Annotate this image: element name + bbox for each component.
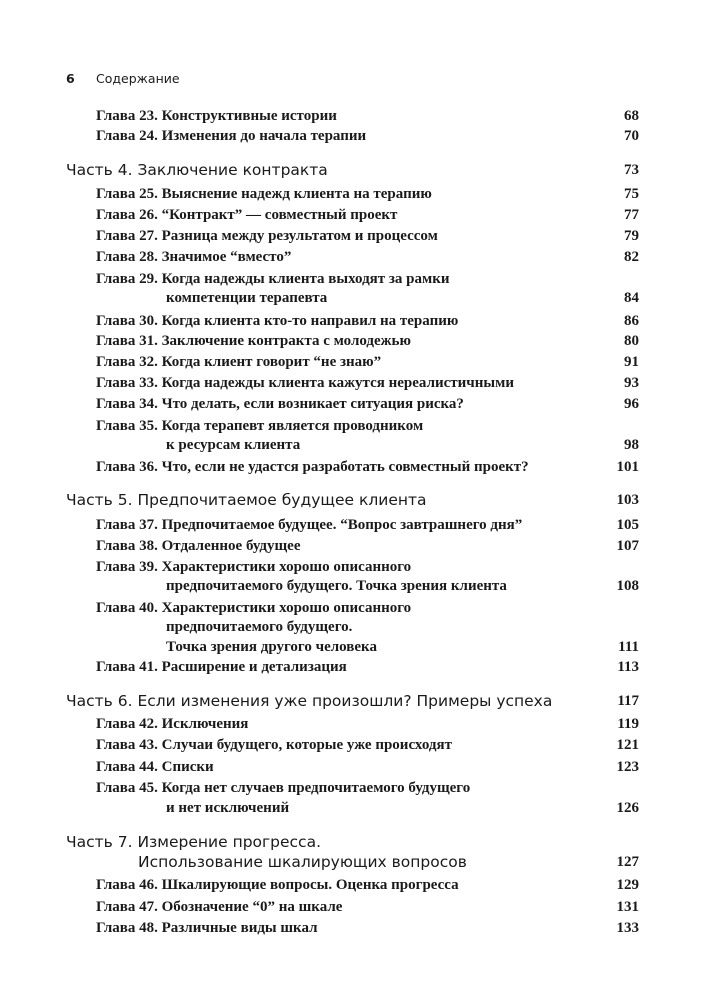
chapter-title: Глава 42. Исключения	[96, 716, 249, 732]
chapter-title: Глава 23. Конструктивные истории	[96, 108, 337, 124]
page-ref: 70	[624, 128, 639, 144]
toc-chapter-entry	[0, 457, 703, 478]
chapter-title: Глава 32. Когда клиент говорит “не знаю”	[96, 354, 382, 370]
toc-part-entry	[0, 690, 703, 712]
chapter-title: Глава 34. Что делать, если возникает ситуация риска?	[96, 396, 464, 412]
toc-chapter-entry	[0, 416, 703, 437]
toc-chapter-entry	[0, 778, 703, 799]
chapter-title: Глава 38. Отдаленное будущее	[96, 538, 301, 554]
chapter-title: Глава 46. Шкалирующие вопросы. Оценка прогресса	[96, 877, 459, 893]
toc-chapter-entry	[0, 126, 703, 147]
chapter-title: и нет исключений	[166, 800, 290, 816]
part-title: Часть 4. Заключение контракта	[66, 161, 328, 179]
page-ref: 86	[624, 313, 639, 329]
page-ref: 117	[617, 693, 639, 709]
page-ref: 93	[624, 375, 639, 391]
toc-chapter-entry	[0, 714, 703, 735]
page-ref: 73	[624, 162, 639, 178]
toc-chapter-entry	[0, 576, 703, 597]
toc-chapter-entry	[0, 918, 703, 939]
page-ref: 82	[624, 249, 639, 265]
toc-chapter-entry	[0, 757, 703, 778]
page-ref: 111	[618, 639, 639, 655]
page-ref: 77	[624, 207, 639, 223]
part-title: Часть 7. Измерение прогресса.	[66, 833, 322, 851]
chapter-title: Глава 26. “Контракт” — совместный проект	[96, 207, 398, 223]
page-ref: 113	[617, 659, 639, 675]
toc-chapter-entry	[0, 798, 703, 819]
chapter-title: Глава 35. Когда терапевт является проводником	[96, 418, 424, 434]
chapter-title: Глава 45. Когда нет случаев предпочитаемого будущего	[96, 780, 471, 796]
toc-chapter-entry	[0, 352, 703, 373]
page-ref: 119	[617, 716, 639, 732]
toc-chapter-entry	[0, 373, 703, 394]
toc-part-entry	[0, 159, 703, 181]
chapter-title: Глава 30. Когда клиента кто-то направил на терапию	[96, 313, 459, 329]
page-ref: 91	[624, 354, 639, 370]
chapter-title: Глава 48. Различные виды шкал	[96, 920, 318, 936]
toc-chapter-entry	[0, 557, 703, 578]
toc-part-entry	[0, 489, 703, 511]
toc-chapter-entry	[0, 897, 703, 918]
toc-chapter-entry	[0, 311, 703, 332]
part-title: Использование шкалирующих вопросов	[138, 853, 467, 871]
page-ref: 75	[624, 186, 639, 202]
chapter-title: Глава 27. Разница между результатом и процессом	[96, 228, 438, 244]
toc-chapter-entry	[0, 598, 703, 619]
toc-part-entry	[0, 851, 703, 873]
chapter-title: предпочитаемого будущего.	[166, 619, 353, 635]
part-title: Часть 6. Если изменения уже произошли? Примеры успеха	[66, 692, 553, 710]
chapter-title: компетенции терапевта	[166, 290, 328, 306]
chapter-title: Глава 47. Обозначение “0” на шкале	[96, 899, 343, 915]
toc-chapter-entry	[0, 226, 703, 247]
chapter-title: Глава 40. Характеристики хорошо описанного	[96, 600, 412, 616]
chapter-title: Глава 44. Списки	[96, 759, 214, 775]
chapter-title: предпочитаемого будущего. Точка зрения клиента	[166, 578, 507, 594]
page-ref: 68	[624, 108, 639, 124]
page-ref: 79	[624, 228, 639, 244]
toc-chapter-entry	[0, 106, 703, 127]
page-ref: 80	[624, 333, 639, 349]
toc-chapter-entry	[0, 435, 703, 456]
page-ref: 108	[616, 578, 639, 594]
page-title: Содержание	[96, 70, 180, 86]
page-ref: 123	[616, 759, 639, 775]
toc-chapter-entry	[0, 657, 703, 678]
page-ref: 105	[616, 517, 639, 533]
toc-chapter-entry	[0, 331, 703, 352]
chapter-title: Глава 31. Заключение контракта с молодежью	[96, 333, 411, 349]
chapter-title: Глава 25. Выяснение надежд клиента на терапию	[96, 186, 432, 202]
page-ref: 107	[616, 538, 639, 554]
toc-chapter-entry	[0, 205, 703, 226]
toc-chapter-entry	[0, 617, 703, 638]
toc-chapter-entry	[0, 536, 703, 557]
page-ref: 129	[616, 877, 639, 893]
page-ref: 98	[624, 437, 639, 453]
page-ref: 96	[624, 396, 639, 412]
toc-chapter-entry	[0, 515, 703, 536]
page-ref: 101	[616, 459, 639, 475]
chapter-title: Глава 29. Когда надежды клиента выходят за рамки	[96, 271, 450, 287]
toc-chapter-entry	[0, 288, 703, 309]
page-ref: 131	[616, 899, 639, 915]
chapter-title: Глава 24. Изменения до начала терапии	[96, 128, 367, 144]
chapter-title: Глава 33. Когда надежды клиента кажутся нереалистичными	[96, 375, 514, 391]
toc-chapter-entry	[0, 735, 703, 756]
toc-chapter-entry	[0, 269, 703, 290]
chapter-title: Глава 39. Характеристики хорошо описанного	[96, 559, 412, 575]
page-ref: 133	[616, 920, 639, 936]
part-title: Часть 5. Предпочитаемое будущее клиента	[66, 491, 427, 509]
toc-part-entry	[0, 831, 703, 853]
chapter-title: Глава 37. Предпочитаемое будущее. “Вопрос завтрашнего дня”	[96, 517, 523, 533]
chapter-title: Глава 43. Случаи будущего, которые уже происходят	[96, 737, 452, 753]
page-ref: 127	[616, 854, 639, 870]
chapter-title: Глава 36. Что, если не удастся разработать совместный проект?	[96, 459, 529, 475]
toc-chapter-entry	[0, 637, 703, 658]
page-number: 6	[66, 70, 75, 86]
page-ref: 126	[616, 800, 639, 816]
chapter-title: Точка зрения другого человека	[166, 639, 377, 655]
page-ref: 84	[624, 290, 639, 306]
toc-chapter-entry	[0, 394, 703, 415]
toc-chapter-entry	[0, 875, 703, 896]
page-ref: 103	[616, 492, 639, 508]
toc-chapter-entry	[0, 247, 703, 268]
page-ref: 121	[616, 737, 639, 753]
chapter-title: к ресурсам клиента	[166, 437, 301, 453]
chapter-title: Глава 28. Значимое “вместо”	[96, 249, 292, 265]
toc-chapter-entry	[0, 184, 703, 205]
chapter-title: Глава 41. Расширение и детализация	[96, 659, 347, 675]
